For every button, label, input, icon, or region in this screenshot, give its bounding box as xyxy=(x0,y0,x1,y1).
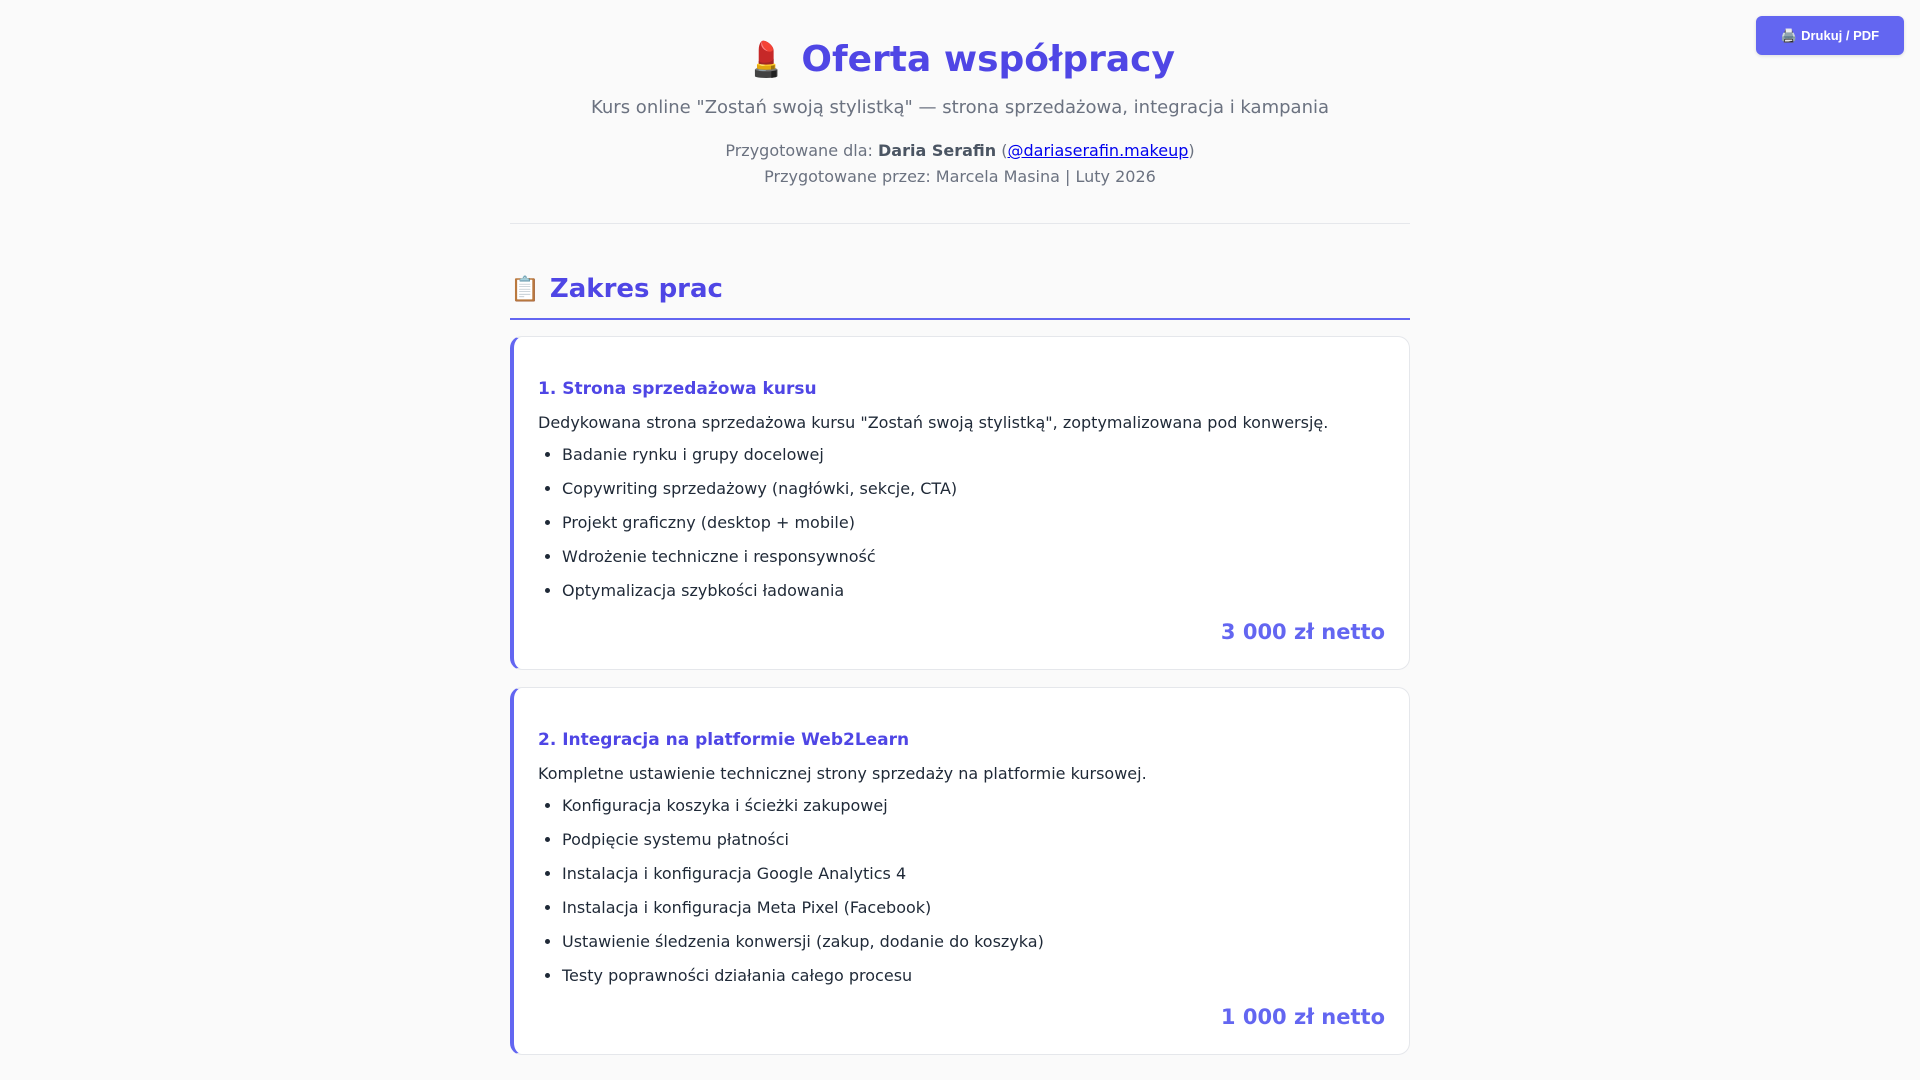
service-title: 1. Strona sprzedażowa kursu xyxy=(538,379,817,399)
print-pdf-label: Drukuj / PDF xyxy=(1801,28,1880,43)
offer-meta xyxy=(510,138,1410,190)
list-item: • Badanie rynku i grupy docelowej xyxy=(562,443,1385,467)
header-divider xyxy=(510,223,1410,224)
print-pdf-button[interactable] xyxy=(1756,16,1904,55)
list-item: • Copywriting sprzedażowy (nagłówki, sekcje, CTA) xyxy=(562,477,1385,501)
service-items-list xyxy=(538,794,1385,988)
client-name: Daria Serafin xyxy=(878,141,997,160)
service-description: Dedykowana strona sprzedażowa kursu "Zostań swoją stylistką", zoptymalizowana pod konwersję. xyxy=(538,413,1329,432)
list-item: • Konfiguracja koszyka i ścieżki zakupowej xyxy=(562,794,1385,818)
list-item: • Podpięcie systemu płatności xyxy=(562,828,1385,852)
clipboard-icon: 📋 xyxy=(510,275,540,303)
page-title-text: Oferta współpracy xyxy=(801,39,1175,80)
list-item: • Instalacja i konfiguracja Meta Pixel (Facebook) xyxy=(562,896,1385,920)
offer-header xyxy=(510,36,1410,190)
list-item: • Projekt graficzny (desktop + mobile) xyxy=(562,511,1385,535)
list-item: • Wdrożenie techniczne i responsywność xyxy=(562,545,1385,569)
service-card-integration xyxy=(510,687,1410,1055)
list-item: • Testy poprawności działania całego procesu xyxy=(562,964,1385,988)
section-title-text: Zakres prac xyxy=(549,274,723,304)
printer-icon: 🖨️ xyxy=(1780,27,1798,43)
service-description: Kompletne ustawienie technicznej strony sprzedaży na platformie kursowej. xyxy=(538,764,1147,783)
offer-document xyxy=(510,0,1410,1055)
list-item: • Ustawienie śledzenia konwersji (zakup, dodanie do koszyka) xyxy=(562,930,1385,954)
paren-close: ) xyxy=(1188,141,1195,160)
service-title: 2. Integracja na platformie Web2Learn xyxy=(538,730,910,750)
list-item: • Optymalizacja szybkości ładowania xyxy=(562,579,1385,603)
lipstick-icon: 💄 xyxy=(745,40,788,80)
section-title-scope xyxy=(510,272,1410,320)
service-price: 1 000 zł netto xyxy=(1220,1005,1385,1029)
prepared-for-line xyxy=(510,138,1410,164)
prepared-for-label: Przygotowane dla: xyxy=(725,141,873,160)
page-subtitle: Kurs online "Zostań swoją stylistką" — strona sprzedażowa, integracja i kampania xyxy=(590,97,1330,118)
service-card-sales-page xyxy=(510,336,1410,670)
list-item: • Instalacja i konfiguracja Google Analytics 4 xyxy=(562,862,1385,886)
page-title xyxy=(510,36,1410,84)
client-handle-link[interactable]: @dariaserafin.makeup xyxy=(1007,141,1189,160)
service-price: 3 000 zł netto xyxy=(1220,620,1385,644)
paren-open: ( xyxy=(1001,141,1008,160)
prepared-by-line: Przygotowane przez: Marcela Masina | Luty 2026 xyxy=(764,167,1156,186)
service-items-list xyxy=(538,443,1385,603)
